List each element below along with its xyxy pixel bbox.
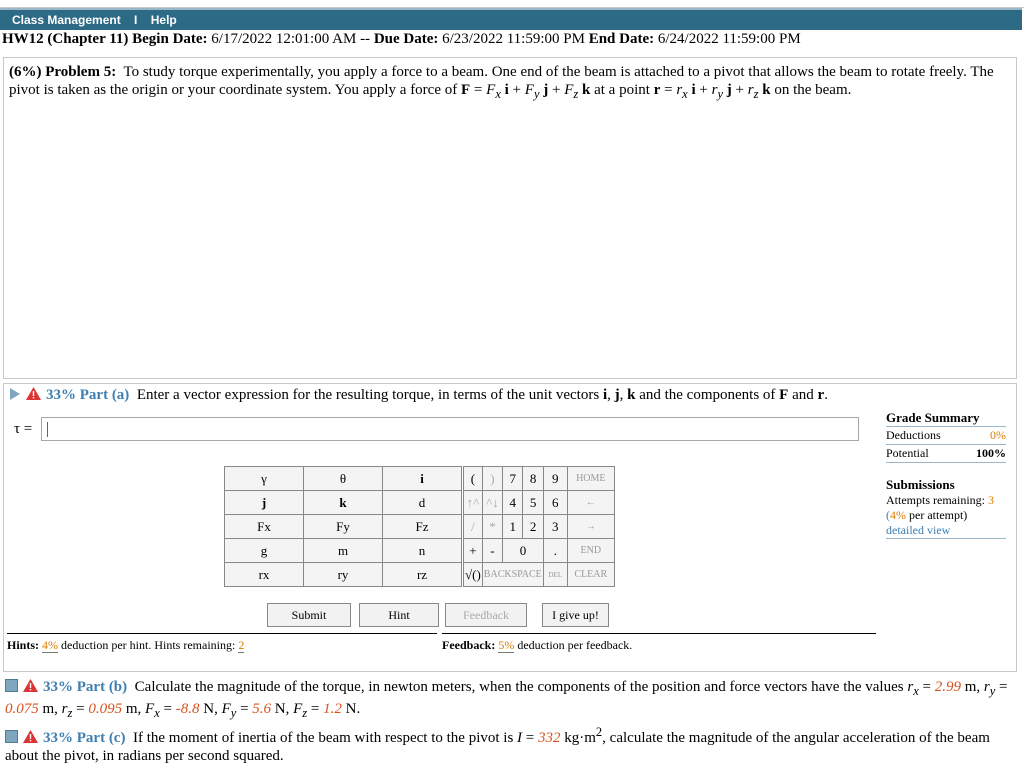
key-n[interactable]: n [383,539,462,563]
key-i[interactable]: i [383,467,462,491]
key-4[interactable]: 4 [503,491,523,515]
key-m[interactable]: m [304,539,383,563]
key-d[interactable]: d [383,491,462,515]
key-3[interactable]: 3 [543,515,567,539]
submissions-title: Submissions [886,477,955,492]
problem-text-1: To study torque experimentally, you apply a force to a beam. One end of the beam is attached to a pivot that allows the beam to rotate freely. The pivot is taken as the origin or your coordinate system. You apply a force of [9,64,994,98]
part-a-text-end: and the components of [639,387,776,403]
dash: -- [360,31,371,47]
attempts-value: 3 [987,493,994,507]
problem-weight: (6%) [9,64,42,80]
key-0[interactable]: 0 [503,539,544,563]
potential-value: 100% [976,446,1006,460]
top-border [0,0,1024,8]
hints-remaining: 2 [238,638,245,652]
key-close-paren[interactable]: ) [482,467,502,491]
part-a-label: Part (a) [79,387,130,403]
value-rz: 0.095 [88,701,123,717]
value-rx: 2.99 [934,679,961,695]
key-gamma[interactable]: γ [225,467,304,491]
key-2[interactable]: 2 [523,515,543,539]
variable-keypad [224,466,462,587]
value-fy: 5.6 [252,701,272,717]
potential-row [886,445,1006,463]
text-caret [47,422,48,437]
key-end[interactable]: END [567,539,614,563]
warning-icon [23,730,38,743]
part-c-row: 33% Part (c) If the moment of inertia of the beam with respect to the pivot is I = 332 $kg\cdot m^2$, calculate the magnitude of the angular acceleration of the beam about the pivot, in radians per second squared. [5,725,990,764]
part-a-panel [3,383,1017,672]
feedback-bar [442,633,876,653]
tau-label: τ = [14,421,33,437]
due-label: Due Date: [373,31,439,47]
key-fy[interactable]: Fy [304,515,383,539]
deductions-value: 0% [990,428,1006,442]
key-1[interactable]: 1 [503,515,523,539]
begin-date: 6/17/2022 12:01:00 AM [211,31,357,47]
number-keypad [463,466,615,587]
detailed-view-link[interactable]: detailed view [886,523,1006,539]
problem-statement: (6%) Problem 5: To study torque experimentally, you apply a force to a beam. One end of the beam is attached to a pivot that allows the beam to rotate freely. The pivot is taken as the origin or your coordinate system. You apply a force of $F = F_x$ $i + F_y$ $j + F_z$ k at a point $r = r_x$ $i + r_y$ $j + r_z$ k on the beam. [3,57,1017,379]
part-c-text-2: calculate the magnitude of the angular acceleration of the beam about the pivot, in radians per second squared. [5,730,990,764]
part-a-percent: 33% [46,387,76,403]
part-b-label[interactable]: Part (b) [76,679,128,695]
key-multiply[interactable]: * [482,515,502,539]
grade-summary-title: Grade Summary [886,410,1006,427]
collapse-icon[interactable] [5,730,18,743]
key-fz[interactable]: Fz [383,515,462,539]
key-fx[interactable]: Fx [225,515,304,539]
key-g[interactable]: g [225,539,304,563]
key-k[interactable]: k [304,491,383,515]
part-c-label[interactable]: Part (c) [76,730,126,746]
warning-icon [23,679,38,692]
submit-button[interactable]: Submit [267,603,351,627]
key-open-paren[interactable]: ( [464,467,483,491]
value-inertia: 332 [538,730,561,746]
key-left-arrow[interactable]: ← [567,491,614,515]
deductions-row [886,427,1006,445]
per-attempt-pct: 4% [890,508,906,522]
key-ry[interactable]: ry [304,563,383,587]
menu-help[interactable]: Help [150,13,177,27]
deductions-label: Deductions [886,428,941,442]
key-9[interactable]: 9 [543,467,567,491]
part-a-heading: 33% Part (a) Enter a vector expression for the resulting torque, in terms of the unit vectors i, j, k and the components of F and r. [10,387,828,404]
key-sqrt[interactable]: √() [464,563,483,587]
key-6[interactable]: 6 [543,491,567,515]
feedback-button[interactable]: Feedback [445,603,527,627]
potential-label: Potential [886,446,929,460]
assignment-header [2,31,801,48]
end-date: 6/24/2022 11:59:00 PM [657,31,801,47]
key-divide[interactable]: / [464,515,483,539]
problem-label: Problem 5: [45,64,117,80]
key-5[interactable]: 5 [523,491,543,515]
part-b-percent[interactable]: 33% [43,679,73,695]
answer-input[interactable] [41,417,859,441]
collapse-icon[interactable] [5,679,18,692]
part-c-text-1: If the moment of inertia of the beam with respect to the pivot is [132,730,514,746]
hints-text: deduction per hint. Hints remaining: [61,638,236,652]
key-subscript[interactable]: ^↓ [482,491,502,515]
key-theta[interactable]: θ [304,467,383,491]
key-j[interactable]: j [225,491,304,515]
key-del[interactable]: DEL [543,563,567,587]
feedback-text: deduction per feedback. [517,638,633,652]
part-c-percent[interactable]: 33% [43,730,73,746]
part-a-text: Enter a vector expression for the resulting torque, in terms of the unit vectors [136,387,600,403]
per-attempt-text: per attempt) [909,508,968,522]
hints-pct: 4% [42,638,59,652]
give-up-button[interactable]: I give up! [542,603,609,627]
end-label: End Date: [588,31,655,47]
key-home[interactable]: HOME [567,467,614,491]
part-a-and: and [792,387,814,403]
hints-label: Hints: [7,638,40,652]
key-right-arrow[interactable]: → [567,515,614,539]
key-plus[interactable]: + [464,539,483,563]
grade-summary [886,410,1006,539]
value-ry: 0.075 [5,701,39,717]
key-backspace[interactable]: BACKSPACE [482,563,543,587]
part-b-row: 33% Part (b) Calculate the magnitude of the torque, in newton meters, when the components of the position and force vectors have the values $r_x = 2.99$ m, $r_y = 0.075$ m, $r_z = 0.095$ m, $F_x = -8.8$ N, $F_y = 5.6$ N, $F_z = 1.2$ N. [5,679,1008,720]
key-rx[interactable]: rx [225,563,304,587]
value-fz: 1.2 [323,701,342,717]
key-superscript[interactable]: ↑^ [464,491,483,515]
attempts-info: Attempts remaining: 3 (4% per attempt) detailed view [886,493,1006,539]
problem-text-2: at a point [594,82,650,98]
feedback-pct: 5% [498,638,515,652]
expand-arrow-icon[interactable] [10,388,20,400]
key-minus[interactable]: - [482,539,502,563]
hint-button[interactable]: Hint [359,603,439,627]
hints-bar [7,633,437,653]
key-decimal[interactable]: . [543,539,567,563]
value-fx: -8.8 [175,701,200,717]
key-8[interactable]: 8 [523,467,543,491]
problem-text-3: on the beam. [774,82,852,98]
warning-icon [26,387,41,400]
due-date: 6/23/2022 11:59:00 PM [442,31,585,47]
menu-class-management[interactable]: Class Management [12,13,121,27]
key-clear[interactable]: CLEAR [567,563,614,587]
menu-bar [0,8,1022,30]
part-b-text: Calculate the magnitude of the torque, in newton meters, when the components of the position and force vectors have the values [134,679,904,695]
assignment-title: HW12 (Chapter 11) [2,31,129,47]
key-7[interactable]: 7 [503,467,523,491]
begin-label: Begin Date: [132,31,208,47]
attempts-label: Attempts remaining: [886,493,985,507]
key-rz[interactable]: rz [383,563,462,587]
menu-separator: I [134,13,138,27]
feedback-label: Feedback: [442,638,496,652]
